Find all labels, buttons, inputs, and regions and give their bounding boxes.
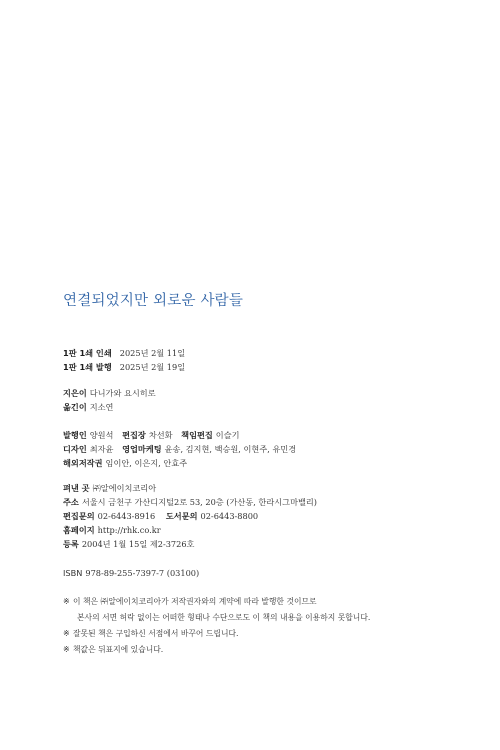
note-mark: ※ <box>63 629 70 638</box>
editorial-phone: 02-6443-8916 <box>97 511 156 521</box>
first-publish-line <box>63 360 185 374</box>
marketing-names: 윤송, 김지현, 백승원, 이현주, 유민경 <box>164 444 297 454</box>
designer-label: 디자인 <box>63 444 87 454</box>
responsible-editor-name: 이슬기 <box>215 430 240 440</box>
marketing-label: 영업마케팅 <box>122 444 162 454</box>
publisher-person-name: 양원석 <box>89 430 114 440</box>
translator-line <box>63 400 156 414</box>
homepage-label: 홈페이지 <box>63 525 95 535</box>
company-label: 펴낸 곳 <box>63 483 90 493</box>
translator-name: 지소연 <box>89 402 114 412</box>
isbn-value: 978-89-255-7397-7 (03100) <box>85 568 200 578</box>
exchange-note-text: 잘못된 책은 구입하신 서점에서 바꾸어 드립니다. <box>73 629 239 638</box>
company-name: ㈜알에이치코리아 <box>92 483 157 493</box>
first-publish-label: 1판 1쇄 발행 <box>63 362 112 372</box>
editor-in-chief-name: 차선화 <box>148 430 173 440</box>
author-line <box>63 386 156 400</box>
book-orders-label: 도서문의 <box>165 511 198 521</box>
editorial-label: 편집문의 <box>63 511 95 521</box>
foreign-rights-label: 해외저작권 <box>63 458 103 468</box>
company-line <box>63 481 317 495</box>
registration-label: 등록 <box>63 539 79 549</box>
foreign-rights-names: 임이안, 이은지, 안효주 <box>105 458 188 468</box>
first-print-label: 1판 1쇄 인쇄 <box>63 348 112 358</box>
exchange-note <box>63 626 370 642</box>
note-mark: ※ <box>63 597 70 606</box>
copyright-note-line2: 본사의 서면 허락 없이는 어떠한 형태나 수단으로도 이 책의 내용을 이용하지 못합니다. <box>77 613 371 622</box>
translator-label: 옮긴이 <box>63 402 87 412</box>
first-print-date: 2025년 2월 11일 <box>119 348 186 358</box>
registration-line <box>63 537 317 551</box>
publisher-info <box>63 481 317 551</box>
note-mark: ※ <box>63 645 70 654</box>
responsible-editor-label: 책임편집 <box>181 430 213 440</box>
price-note-text: 책값은 뒤표지에 있습니다. <box>73 645 164 654</box>
registration-value: 2004년 1월 15일 제2-3726호 <box>81 539 195 549</box>
book-title: 연결되었지만 외로운 사람들 <box>63 293 244 309</box>
isbn-info <box>63 566 199 580</box>
homepage-url[interactable]: http://rhk.co.kr <box>97 525 161 535</box>
designer-name: 최자윤 <box>89 444 114 454</box>
author-info <box>63 386 156 414</box>
isbn-line <box>63 566 199 580</box>
address-label: 주소 <box>63 497 79 507</box>
staff-line-1 <box>63 428 296 442</box>
first-print-line <box>63 346 185 360</box>
copyright-note <box>63 594 370 610</box>
isbn-label: ISBN <box>63 568 83 578</box>
first-publish-date: 2025년 2월 19일 <box>119 362 186 372</box>
author-label: 지은이 <box>63 388 87 398</box>
staff-line-3 <box>63 456 296 470</box>
contact-line <box>63 509 317 523</box>
copyright-note-line1: 이 책은 ㈜알에이치코리아가 저작권자와의 계약에 따라 발행한 것이므로 <box>73 597 317 606</box>
staff-info <box>63 428 296 470</box>
price-note <box>63 642 370 658</box>
author-name: 다니가와 요시히로 <box>89 388 156 398</box>
address-value: 서울시 금천구 가산디지털2로 53, 20층 (가산동, 한라시그마밸리) <box>81 497 317 507</box>
book-orders-phone: 02-6443-8800 <box>200 511 259 521</box>
staff-line-2 <box>63 442 296 456</box>
editor-in-chief-label: 편집장 <box>122 430 146 440</box>
homepage-line <box>63 523 317 537</box>
printing-info <box>63 346 185 374</box>
notes <box>63 594 370 658</box>
address-line <box>63 495 317 509</box>
publisher-person-label: 발행인 <box>63 430 87 440</box>
